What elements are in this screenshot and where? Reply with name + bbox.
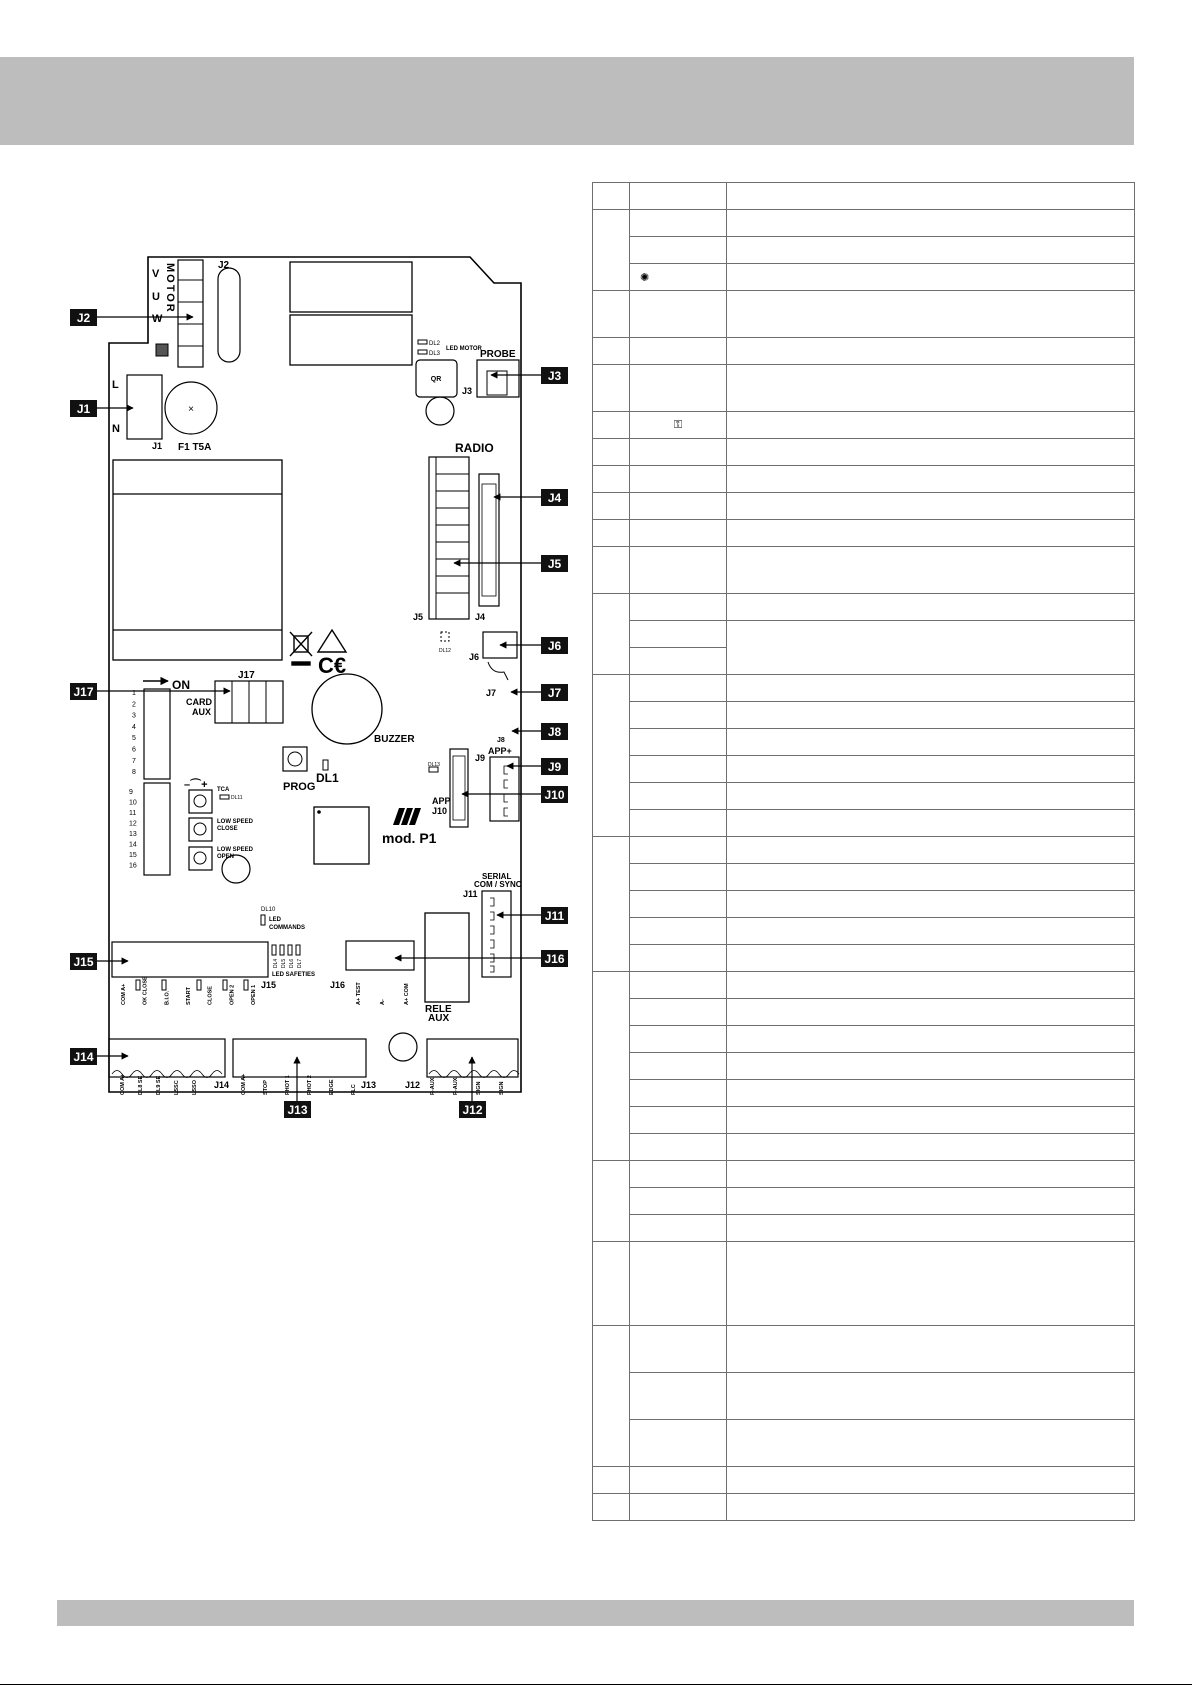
j13-connector	[233, 1039, 366, 1077]
svg-text:J4: J4	[547, 491, 562, 505]
table-row	[593, 918, 1135, 945]
table-row	[593, 264, 1135, 291]
j11-board-label: J11	[463, 889, 478, 899]
rele-aux-label: AUX	[428, 1013, 450, 1024]
relay-top	[290, 262, 412, 312]
j12-pin-label: SIGN	[499, 1081, 505, 1095]
table-row	[593, 999, 1135, 1026]
trimmer-minus-plus: –⌒+	[184, 779, 208, 791]
dip-number: 9	[129, 789, 133, 796]
j17-board-label: J17	[238, 670, 255, 681]
qr-label: QR	[430, 376, 442, 383]
table-row	[593, 837, 1135, 864]
dip-numbers-a	[132, 690, 136, 776]
dip-number: 13	[129, 831, 137, 838]
dl-safety-label: DL7	[297, 958, 303, 968]
table-row	[593, 1134, 1135, 1161]
j15-pin-labels	[121, 976, 257, 1005]
table-row	[593, 183, 1135, 210]
j12-pin-label: R-AUX	[453, 1077, 459, 1095]
dl3-label: DL3	[429, 351, 441, 357]
callout-j14	[70, 1048, 128, 1065]
serial-label-2: COM / SYNC	[474, 880, 522, 889]
model-label: mod. P1	[382, 830, 437, 846]
table-row	[593, 1242, 1135, 1326]
dip-number: 10	[129, 799, 137, 807]
j10-board-label: J10	[432, 806, 448, 816]
dip-switch-9-16	[144, 783, 170, 875]
dip-number: 1	[132, 690, 136, 697]
j13-pin-label: PHOT 2	[307, 1075, 313, 1095]
svg-text:J12: J12	[462, 1103, 483, 1117]
j14-pin-label: LSSC	[174, 1080, 180, 1095]
j16-pin-label: A+ COM	[404, 983, 410, 1005]
table-row	[593, 756, 1135, 783]
table-row	[593, 365, 1135, 412]
j7-board-label: J7	[486, 688, 497, 698]
capacitor	[218, 268, 240, 362]
board-outline	[109, 257, 521, 1092]
dl10-label: DL10	[261, 907, 276, 913]
table-row	[593, 547, 1135, 594]
j14-pin-label: COM A+	[120, 1073, 126, 1095]
dl2-label: DL2	[429, 341, 441, 347]
on-label: ON	[172, 678, 190, 692]
table-row	[593, 1026, 1135, 1053]
table-row	[593, 1161, 1135, 1188]
svg-text:J3: J3	[547, 369, 562, 383]
tca-trimmer	[189, 790, 212, 813]
low-speed-close-label-2: CLOSE	[217, 826, 238, 832]
table-row	[593, 810, 1135, 837]
tca-label: TCA	[217, 787, 230, 793]
svg-text:J9: J9	[547, 760, 562, 774]
dip-number: 7	[132, 757, 136, 765]
probe-label: PROBE	[480, 349, 516, 360]
j16-connector	[346, 941, 414, 970]
j16-pin-labels	[356, 982, 410, 1005]
table-row	[593, 1467, 1135, 1494]
dip-numbers-b	[129, 789, 137, 870]
j12-board-label: J12	[405, 1080, 421, 1090]
j5-board-label: J5	[413, 612, 424, 622]
dl12-label: DL12	[439, 648, 451, 654]
j4-board-label: J4	[475, 612, 486, 622]
pin-u: U	[152, 291, 160, 303]
table-row	[593, 729, 1135, 756]
esd-icon	[318, 630, 346, 652]
j12-pin-label: SIGN	[476, 1081, 482, 1095]
table-row	[593, 945, 1135, 972]
dip-number: 15	[129, 852, 137, 859]
table-row	[593, 783, 1135, 810]
table-row	[593, 439, 1135, 466]
microcontroller	[314, 807, 369, 864]
app-plus-label: APP+	[488, 746, 512, 756]
callout-j4	[494, 489, 568, 506]
dl4-dl7-labels	[273, 959, 303, 968]
table-row	[593, 466, 1135, 493]
dip-number: 11	[129, 810, 137, 817]
dl-safety-label: DL6	[289, 958, 295, 968]
table-row	[593, 520, 1135, 547]
j13-pin-label: FLC	[351, 1084, 357, 1095]
svg-text:J14: J14	[73, 1050, 94, 1064]
j11-connector	[482, 891, 511, 977]
buzzer	[312, 674, 382, 744]
table-row	[593, 1053, 1135, 1080]
j14-pin-label: LSSO	[192, 1080, 198, 1095]
rele-label: RELE	[425, 1004, 452, 1015]
connector-table	[592, 182, 1135, 1521]
svg-text:J17: J17	[73, 685, 94, 699]
release-key-icon: ⚿	[673, 418, 683, 431]
svg-text:J11: J11	[544, 909, 565, 923]
callout-j15	[70, 953, 128, 970]
j15-connector	[112, 942, 268, 977]
prog-label: PROG	[283, 781, 316, 793]
control-board-diagram	[0, 0, 590, 1130]
low-speed-close-label-1: LOW SPEED	[217, 819, 254, 825]
table-row	[593, 493, 1135, 520]
pin-n: N	[112, 423, 120, 435]
j16-pin-label: A-	[380, 999, 386, 1005]
table-row	[593, 702, 1135, 729]
dip-number: 14	[129, 841, 137, 849]
j14-pin-label: DL8 SE	[138, 1075, 144, 1095]
j15-pin-label: OK CLOSE	[142, 976, 149, 1005]
dip-number: 8	[132, 769, 136, 777]
table-row	[593, 338, 1135, 365]
svg-text:×: ×	[188, 404, 194, 415]
table-row	[593, 1420, 1135, 1467]
callout-j3	[491, 367, 568, 384]
svg-text:J1: J1	[76, 402, 91, 416]
j15-pin-label: CLOSE	[207, 986, 214, 1005]
svg-text:J10: J10	[544, 788, 565, 802]
callout-j10	[462, 786, 568, 803]
table-row	[593, 1107, 1135, 1134]
callout-j1	[70, 400, 133, 417]
dl-safety-label: DL5	[281, 958, 287, 968]
dl1-label: DL1	[316, 771, 339, 785]
table-row	[593, 594, 1135, 621]
svg-text:J8: J8	[547, 725, 562, 739]
j1-board-label: J1	[152, 441, 163, 451]
buzzer-label: BUZZER	[374, 734, 415, 745]
callout-j7	[511, 684, 568, 701]
j14-connector	[109, 1039, 225, 1077]
table-row	[593, 291, 1135, 338]
j15-pin-label: COM A+	[121, 983, 127, 1005]
callout-j9	[507, 758, 568, 775]
aux-label: AUX	[192, 707, 212, 717]
table-row	[593, 1080, 1135, 1107]
svg-text:J16: J16	[544, 952, 565, 966]
prog-button	[283, 747, 307, 771]
j12-pin-label: R-AUX	[430, 1077, 436, 1095]
table-row	[593, 1215, 1135, 1242]
table-row	[593, 864, 1135, 891]
table-row	[593, 412, 1135, 439]
dl13-label: DL13	[428, 762, 440, 768]
dip-number: 5	[132, 735, 136, 743]
j15-pin-label: START	[186, 987, 192, 1005]
j16-pin-label: A+ TEST	[356, 982, 362, 1005]
dip-number: 16	[129, 862, 137, 870]
motor-label: MOTOR	[164, 263, 176, 314]
dip-number: 2	[132, 701, 136, 709]
low-speed-open-label-1: LOW SPEED	[217, 847, 254, 853]
card-label: CARD	[186, 697, 212, 707]
svg-text:J7: J7	[547, 686, 562, 700]
svg-text:J15: J15	[73, 955, 94, 969]
low-speed-close-trimmer	[189, 818, 212, 841]
j14-pin-label: DL9 SE	[156, 1075, 162, 1095]
svg-text:J2: J2	[76, 311, 91, 325]
j8-board-label: J8	[497, 737, 505, 744]
j13-pin-label: COM A+	[241, 1073, 247, 1095]
j14-board-label: J14	[214, 1080, 230, 1090]
pin-w: W	[152, 313, 163, 325]
dip-number: 3	[132, 712, 136, 720]
callout-j6	[500, 637, 568, 654]
table-row	[593, 972, 1135, 999]
led-safeties-label: LED SAFETIES	[272, 972, 316, 978]
table-row	[593, 621, 1135, 648]
table-row	[593, 891, 1135, 918]
svg-text:J6: J6	[547, 639, 562, 653]
app-label: APP	[432, 796, 451, 806]
low-speed-open-label-2: OPEN	[217, 854, 235, 860]
serial-label-1: SERIAL	[482, 872, 512, 881]
j13-board-label: J13	[361, 1080, 377, 1090]
j5-connector	[429, 457, 469, 619]
dl11-label: DL11	[231, 795, 243, 801]
led-motor-label: LED MOTOR	[446, 346, 482, 352]
ce-mark: C€	[318, 653, 347, 678]
j13-pin-label: PHOT 1	[285, 1075, 291, 1095]
j15-pin-label: OPEN 1	[251, 984, 257, 1005]
j13-pin-label: STOP	[263, 1080, 269, 1095]
j1-terminal	[127, 375, 162, 439]
j16-board-label: J16	[330, 980, 346, 990]
varistor	[156, 344, 168, 356]
low-speed-open-trimmer	[189, 847, 212, 870]
j15-pin-label: OPEN 2	[229, 984, 236, 1005]
flashing-light-icon: ✺	[640, 271, 650, 284]
j2-terminal	[178, 260, 203, 367]
j15-pin-label: B.I.O.	[164, 990, 171, 1005]
table-row	[593, 1373, 1135, 1420]
weee-icon	[290, 632, 312, 665]
dip-number: 4	[132, 723, 136, 731]
table-row	[593, 1326, 1135, 1373]
led-commands-label-1: LED	[269, 917, 281, 923]
callout-j11	[497, 907, 568, 924]
led-commands-label-2: COMMANDS	[269, 925, 305, 931]
table-row	[593, 1188, 1135, 1215]
pin-l: L	[112, 379, 119, 391]
dip-number: 6	[132, 746, 136, 754]
table-row	[593, 1494, 1135, 1521]
radio-label: RADIO	[455, 441, 494, 455]
dip-number: 12	[129, 820, 137, 828]
table-row	[593, 675, 1135, 702]
dip-switch-1-8	[144, 689, 170, 779]
j15-board-label: J15	[261, 980, 277, 990]
relay-bottom	[290, 315, 412, 365]
j6-board-label: J6	[469, 652, 480, 662]
j3-board-label: J3	[462, 386, 473, 396]
table-row	[593, 237, 1135, 264]
footer-band	[57, 1600, 1134, 1626]
svg-text:J5: J5	[547, 557, 562, 571]
svg-text:J13: J13	[287, 1103, 308, 1117]
table-row	[593, 210, 1135, 237]
fuse-label: F1 T5A	[178, 442, 212, 453]
dl-safety-label: DL4	[273, 958, 279, 968]
brand-logo-icon	[393, 808, 421, 825]
pin-v: V	[152, 268, 160, 280]
j2-label: J2	[218, 260, 230, 271]
callout-j5	[454, 555, 568, 572]
j9-board-label: J9	[475, 753, 486, 763]
j13-pin-label: EDGE	[329, 1079, 335, 1095]
